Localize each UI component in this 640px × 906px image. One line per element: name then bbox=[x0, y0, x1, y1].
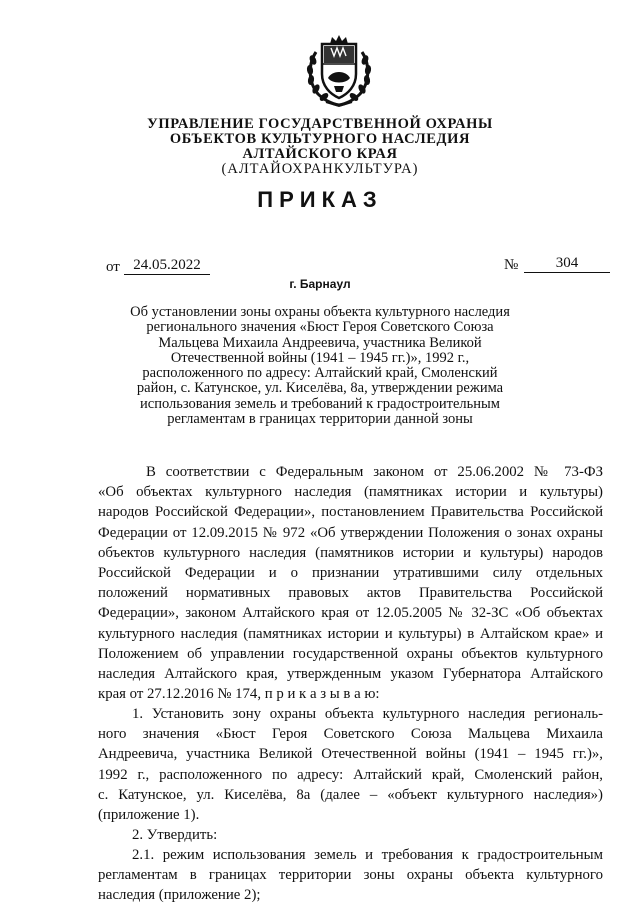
body-line: наследия (приложение 2); bbox=[98, 887, 261, 904]
coat-of-arms-icon bbox=[304, 34, 374, 108]
subject-line: регионального значения «Бюст Героя Советского Союза bbox=[146, 319, 494, 336]
body-line: 1. Установить зону охраны объекта культурного наследия региональ- bbox=[132, 706, 603, 722]
organization-name-line-3: АЛТАЙСКОГО КРАЯ bbox=[242, 146, 398, 162]
organization-name-line-1: УПРАВЛЕНИЕ ГОСУДАРСТВЕННОЙ ОХРАНЫ bbox=[147, 116, 493, 132]
body-line: Федерации», законом Алтайского края от 12.05.2005 № 32-ЗС «Об объектах bbox=[98, 605, 603, 622]
subject-line: использования земель и требований к градостроительным bbox=[140, 395, 500, 412]
date-label: от bbox=[106, 259, 120, 275]
preamble-paragraph bbox=[98, 462, 603, 704]
document-city: г. Барнаул bbox=[289, 277, 351, 291]
body-line: 1992 г., расположенного по адресу: Алтайский край, Смоленский район, bbox=[98, 766, 603, 783]
subject-line: Мальцева Михаила Андреевича, участника Великой bbox=[158, 334, 482, 351]
body-line: культурного наследия (памятниках истории и культуры) в Алтайском крае» и bbox=[98, 625, 603, 642]
body-line: 2.1. режим использования земель и требования к градостроительным bbox=[132, 847, 603, 863]
body-line: Положением об управлении государственной охраны объектов культурного bbox=[98, 645, 603, 662]
body-line: ного значения «Бюст Героя Советского Союза Мальцева Михаила bbox=[98, 726, 603, 743]
subject-line: Об установлении зоны охраны объекта культурного наследия bbox=[130, 304, 510, 320]
body-line: Федерации от 12.09.2015 № 972 «Об утверждении Положения о зонах охраны bbox=[98, 524, 603, 541]
body-line: народов Российской Федерации», постановлением Правительства Российской bbox=[98, 504, 603, 521]
body-line: с. Катунское, ул. Киселёва, 8а (далее – «объект культурного наследия») bbox=[98, 786, 603, 803]
body-line: (приложение 1). bbox=[98, 806, 200, 823]
body-line: В соответствии с Федеральным законом от 25.06.2002 № 73-ФЗ bbox=[146, 464, 603, 480]
body-line: «Об объектах культурного наследия (памятниках истории и культуры) bbox=[98, 484, 603, 501]
item-2-1-paragraph bbox=[98, 845, 603, 906]
subject-line: район, с. Катунское, ул. Киселёва, 8а, утверждении режима bbox=[136, 380, 504, 397]
body-line: объектов культурного наследия (памятников истории и культуры) народов bbox=[98, 544, 603, 561]
item-2-heading bbox=[98, 825, 603, 845]
body-line: 2. Утвердить: bbox=[132, 827, 218, 843]
item-1-paragraph bbox=[98, 704, 603, 825]
organization-name-line-2: ОБЪЕКТОВ КУЛЬТУРНОГО НАСЛЕДИЯ bbox=[169, 131, 471, 147]
organization-abbreviation: (АЛТАЙОХРАНКУЛЬТУРА) bbox=[221, 161, 419, 177]
number-label: № bbox=[504, 257, 519, 273]
subject-line: Отечественной войны (1941 – 1945 гг.)», 1992 г., bbox=[170, 349, 470, 366]
document-subject bbox=[100, 305, 540, 427]
subject-line: расположенного по адресу: Алтайский край, Смоленский bbox=[142, 365, 498, 382]
document-number: 304 bbox=[524, 255, 610, 273]
body-line: наследия Алтайского края, утвержденным указом Губернатора Алтайского bbox=[98, 665, 603, 682]
document-date: 24.05.2022 bbox=[124, 257, 210, 275]
body-line: Андреевича, участника Великой Отечественной войны (1941 – 1945 гг.)», bbox=[98, 746, 603, 763]
document-title: ПРИКАЗ bbox=[257, 187, 383, 212]
subject-line: регламентам в границах территории данной зоны bbox=[167, 411, 473, 428]
body-line: Российской Федерации и о признании утратившими силу отдельных bbox=[98, 564, 603, 581]
body-line: регламентам в границах территории зоны охраны объекта культурного bbox=[98, 867, 603, 884]
body-line: положений нормативных правовых актов Правительства Российской bbox=[98, 585, 603, 602]
body-line: края от 27.12.2016 № 174, п р и к а з ы в а ю: bbox=[98, 686, 380, 703]
